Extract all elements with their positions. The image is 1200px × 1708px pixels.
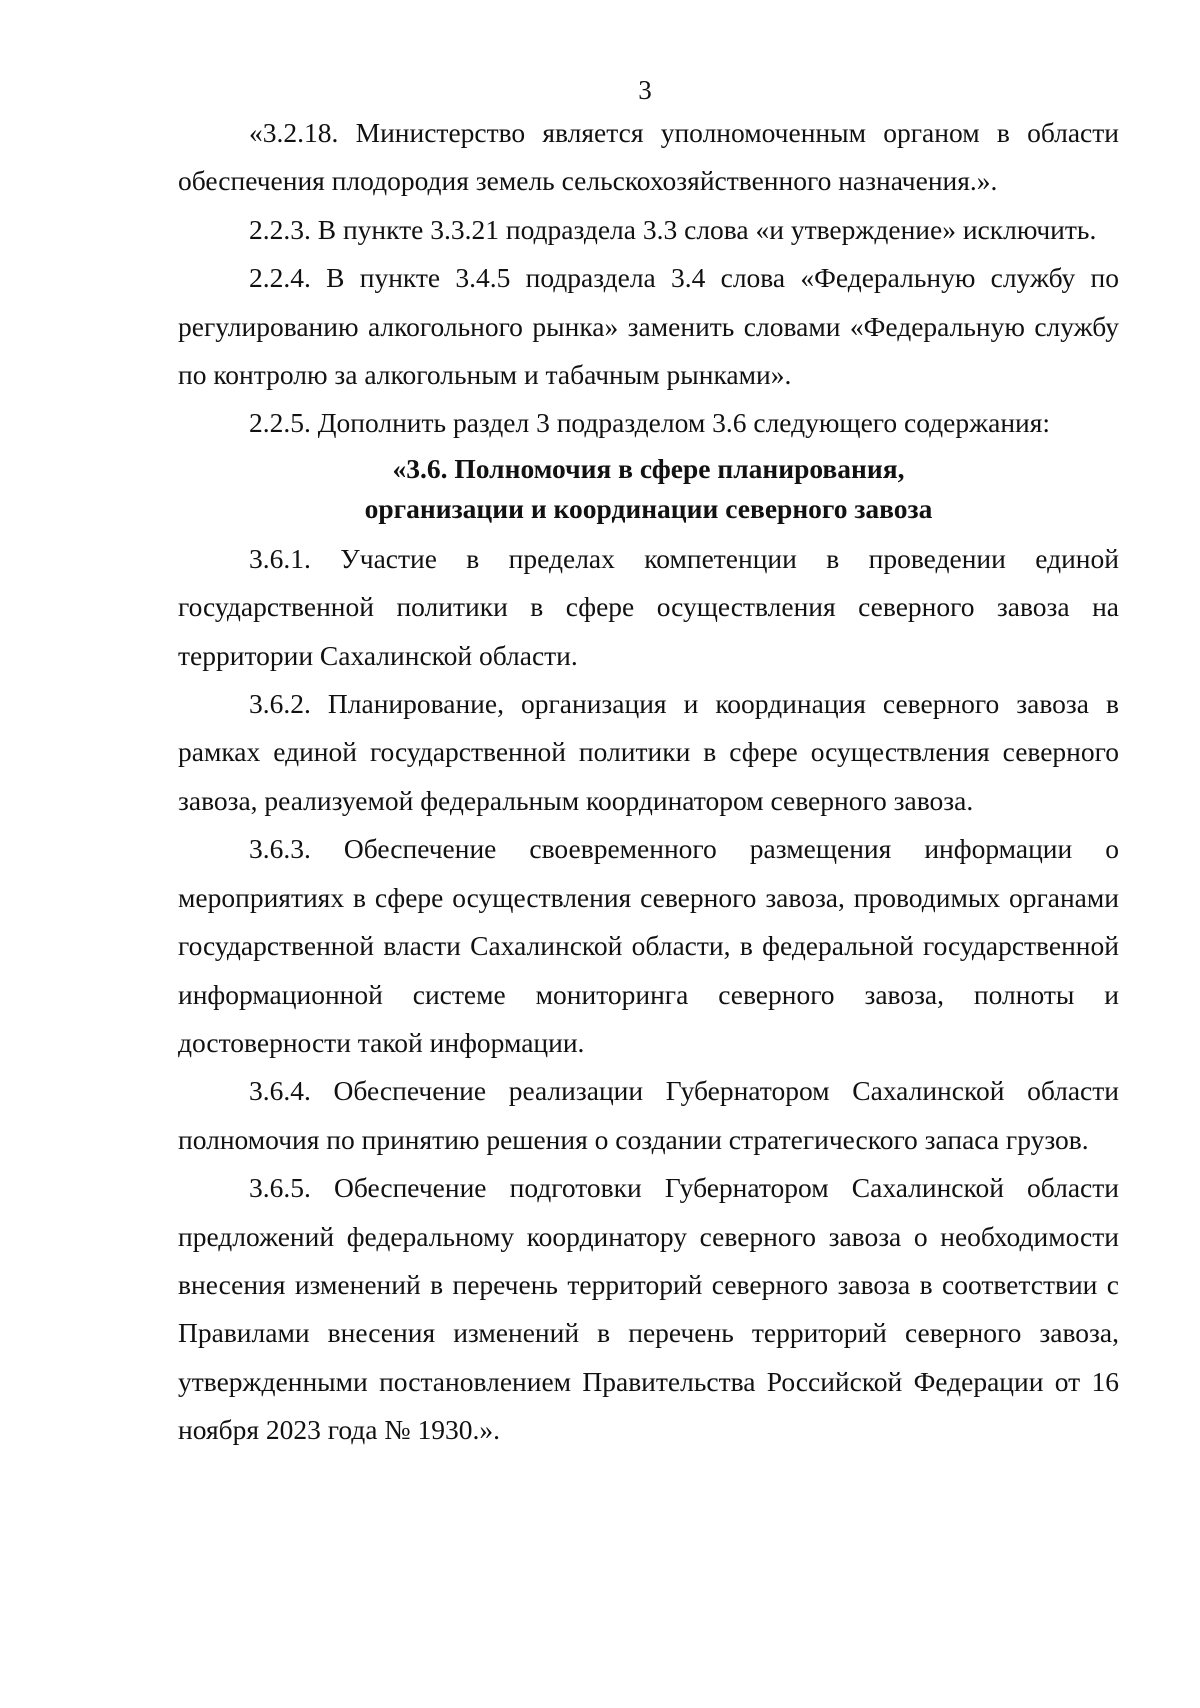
paragraph-3-6-2: 3.6.2. Планирование, организация и координация северного завоза в рамках единой государственной политики в сфере осуществления северного завоза, реализуемой федеральным координатором северного завоза. [178, 688, 1119, 816]
paragraph-3-6-3: 3.6.3. Обеспечение своевременного размещения информации о мероприятиях в сфере осуществления северного завоза, проводимых органами государственной власти Сахалинской области, в федеральной государственной информационной системе мониторинга северного завоза, полноты и достоверности такой информации. [178, 833, 1119, 1058]
paragraph-3-6-5: 3.6.5. Обеспечение подготовки Губернатором Сахалинской области предложений федеральному координатору северного завоза о необходимости внесения изменений в перечень территорий северного завоза в соответствии с Правилами внесения изменений в перечень территорий северного завоза, утвержденными постановлением Правительства Российской Федерации от 16 ноября 2023 года № 1930.». [178, 1172, 1119, 1446]
paragraph-2-2-3: 2.2.3. В пункте 3.3.21 подраздела 3.3 слова «и утверждение» исключить. [249, 213, 1097, 245]
page-number: 3 [638, 75, 652, 105]
paragraph-3-2-18: «3.2.18. Министерство является уполномоченным органом в области обеспечения плодородия земель сельскохозяйственного назначения.». [178, 117, 1119, 197]
paragraph-3-6-4: 3.6.4. Обеспечение реализации Губернатором Сахалинской области полномочия по принятию решения о создании стратегического запаса грузов. [178, 1075, 1119, 1155]
section-heading-line-2: организации и координации северного завоза [364, 492, 933, 524]
paragraph-3-6-1: 3.6.1. Участие в пределах компетенции в проведении единой государственной политики в сфере осуществления северного завоза на территории Сахалинской области. [178, 542, 1119, 671]
paragraph-2-2-5: 2.2.5. Дополнить раздел 3 подразделом 3.6 следующего содержания: [249, 407, 1051, 439]
section-heading-3-6 [178, 448, 1119, 535]
document-body [178, 109, 1119, 1455]
paragraph-2-2-4: 2.2.4. В пункте 3.4.5 подраздела 3.4 слова «Федеральную службу по регулированию алкогольного рынка» заменить словами «Федеральную службу по контролю за алкогольным и табачным рынками». [178, 262, 1119, 391]
section-heading-line-1: «3.6. Полномочия в сфере планирования, [392, 452, 905, 484]
